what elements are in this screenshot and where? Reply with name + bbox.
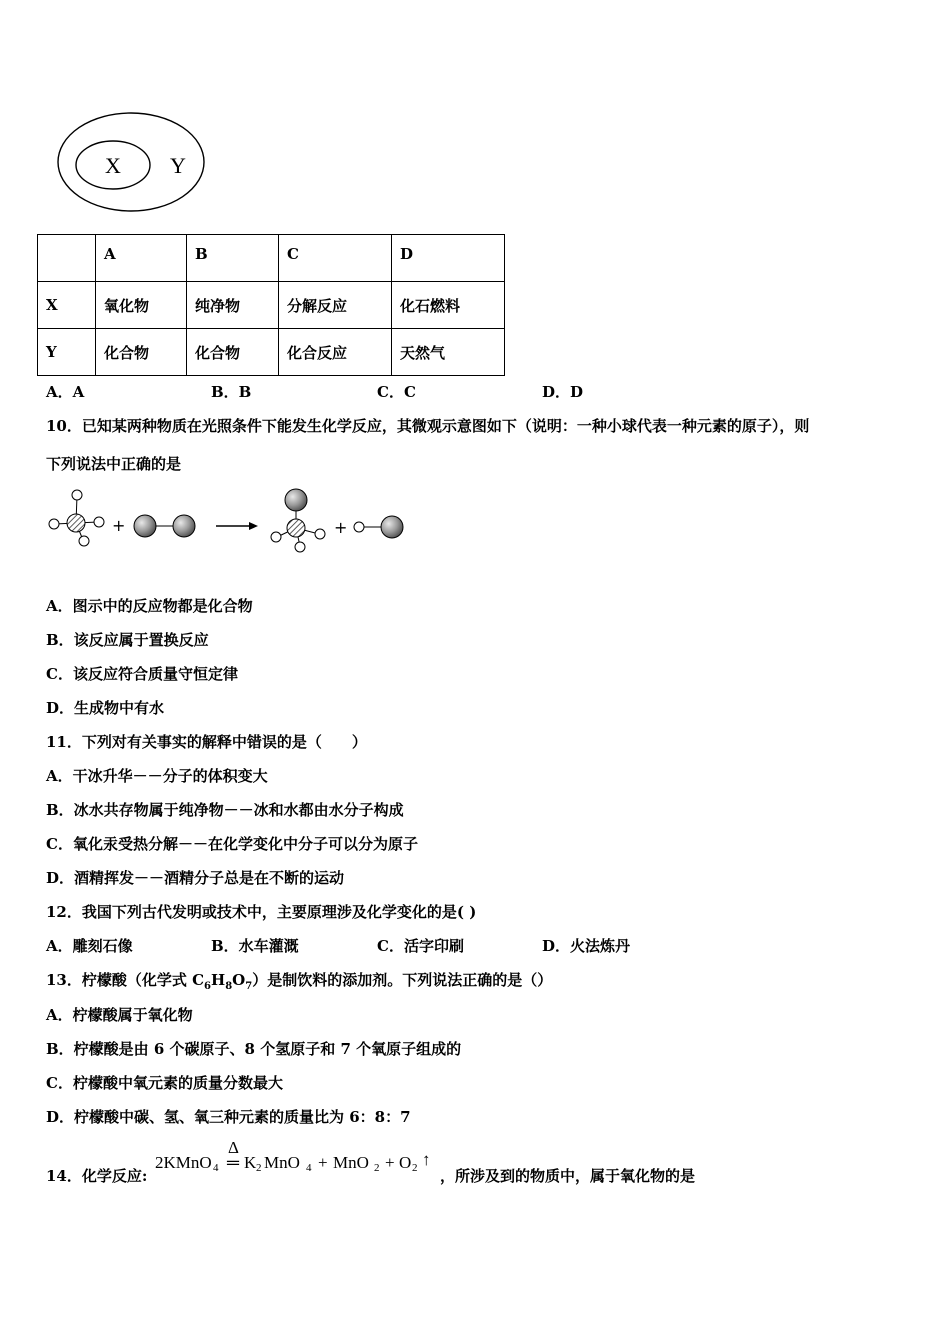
q9-option-c[interactable]: C．C: [377, 383, 416, 401]
eq-gas-arrow: ↑: [422, 1150, 431, 1169]
eq-product-3: O: [399, 1153, 412, 1172]
q13-stem-pre: 13．柠檬酸（化学式 C: [46, 971, 205, 989]
q14-stem-post: ，所涉及到的物质中，属于氧化物的是: [440, 1167, 696, 1185]
table-header-cell: B: [187, 235, 279, 282]
eq-reactant-subscript: 4: [213, 1162, 219, 1174]
eq-product-2: MnO: [333, 1153, 369, 1172]
table-cell: 分解反应: [279, 282, 392, 329]
q13-stem-post: ）是制饮料的添加剂。下列说法正确的是（）: [252, 971, 553, 989]
reactant-molecule-1: [49, 490, 104, 546]
eq-equals-sign: ═: [227, 1153, 240, 1172]
table-header-cell: A: [96, 235, 187, 282]
table-cell: Y: [38, 329, 96, 376]
q12-stem: 12．我国下列古代发明或技术中，主要原理涉及化学变化的是( ): [46, 903, 477, 921]
q11-stem: 11．下列对有关事实的解释中错误的是（ ）: [46, 733, 367, 751]
q10-option-a[interactable]: A．图示中的反应物都是化合物: [46, 597, 253, 615]
q9-option-b[interactable]: B．B: [211, 383, 252, 401]
q13-h-label: H: [211, 971, 226, 989]
table-cell: 化合物: [187, 329, 279, 376]
product-molecule-1: [271, 489, 325, 552]
table-header-row: [38, 235, 505, 282]
q14-chemical-equation: [155, 1138, 445, 1182]
table-cell: 氧化物: [96, 282, 187, 329]
q12-option-c[interactable]: C．活字印刷: [377, 937, 464, 955]
q12-option-d[interactable]: D．火法炼丹: [542, 937, 631, 955]
eq-plus-sign: +: [385, 1153, 395, 1172]
eq-product-1b: MnO: [264, 1153, 300, 1172]
reaction-plus-sign: +: [112, 516, 126, 535]
table-cell: 化合反应: [279, 329, 392, 376]
eq-product-1b-subscript: 4: [306, 1162, 312, 1174]
q12-option-b[interactable]: B．水车灌溉: [211, 937, 299, 955]
q10-stem-line2: 下列说法中正确的是: [46, 455, 182, 473]
q13-option-d[interactable]: D．柠檬酸中碳、氢、氧三种元素的质量比为 6：8：7: [46, 1108, 411, 1126]
eq-product-1-subscript: 2: [256, 1162, 262, 1174]
q11-option-a[interactable]: A．干冰升华－－分子的体积变大: [46, 767, 268, 785]
q11-option-b[interactable]: B．冰水共存物属于纯净物－－冰和水都由水分子构成: [46, 801, 404, 819]
q10-stem-line1: 10．已知某两种物质在光照条件下能发生化学反应，其微观示意图如下（说明：一种小球代表一种元素的原子），则: [46, 417, 810, 435]
q9-option-a[interactable]: A．A: [46, 383, 85, 401]
eq-heat-condition: Δ: [228, 1138, 239, 1157]
q10-option-b[interactable]: B．该反应属于置换反应: [46, 631, 209, 649]
table-cell: 化合物: [96, 329, 187, 376]
classification-table: [37, 234, 505, 376]
eq-plus-sign: +: [318, 1153, 328, 1172]
q11-option-d[interactable]: D．酒精挥发－－酒精分子总是在不断的运动: [46, 869, 345, 887]
table-cell: 天然气: [392, 329, 505, 376]
q11-option-c[interactable]: C．氧化汞受热分解－－在化学变化中分子可以分为原子: [46, 835, 418, 853]
q13-option-b[interactable]: B．柠檬酸是由 6 个碳原子、8 个氢原子和 7 个氧原子组成的: [46, 1040, 462, 1058]
table-cell: X: [38, 282, 96, 329]
venn-label-y: Y: [170, 153, 186, 178]
q10-option-c[interactable]: C．该反应符合质量守恒定律: [46, 665, 238, 683]
q13-stem: [46, 969, 552, 992]
q10-option-d[interactable]: D．生成物中有水: [46, 699, 165, 717]
table-header-cell: D: [392, 235, 505, 282]
table-row: [38, 329, 505, 376]
eq-product-3-subscript: 2: [412, 1162, 418, 1174]
table-header-cell: [38, 235, 96, 282]
q13-o-label: O: [232, 971, 246, 989]
product-molecule-2: [354, 516, 403, 538]
eq-product-1: K: [244, 1153, 257, 1172]
q12-option-a[interactable]: A．雕刻石像: [46, 937, 133, 955]
venn-diagram: [55, 110, 210, 215]
table-row: [38, 282, 505, 329]
reaction-plus-sign: +: [334, 518, 348, 537]
reaction-micro-diagram: [44, 485, 414, 555]
eq-product-2-subscript: 2: [374, 1162, 380, 1174]
q9-option-d[interactable]: D．D: [542, 383, 584, 401]
table-cell: 化石燃料: [392, 282, 505, 329]
q13-h-subscript: 8: [225, 981, 233, 992]
table-header-cell: C: [279, 235, 392, 282]
q14-stem-pre: 14．化学反应:: [46, 1167, 148, 1185]
table-cell: 纯净物: [187, 282, 279, 329]
q13-c-subscript: 6: [204, 981, 212, 992]
venn-label-x: X: [105, 153, 121, 178]
q13-option-a[interactable]: A．柠檬酸属于氧化物: [46, 1006, 193, 1024]
eq-reactant: 2KMnO: [155, 1153, 212, 1172]
q13-o-subscript: 7: [245, 981, 253, 992]
reaction-arrow: [216, 522, 258, 530]
q13-option-c[interactable]: C．柠檬酸中氧元素的质量分数最大: [46, 1074, 283, 1092]
reactant-molecule-2: [134, 515, 195, 537]
